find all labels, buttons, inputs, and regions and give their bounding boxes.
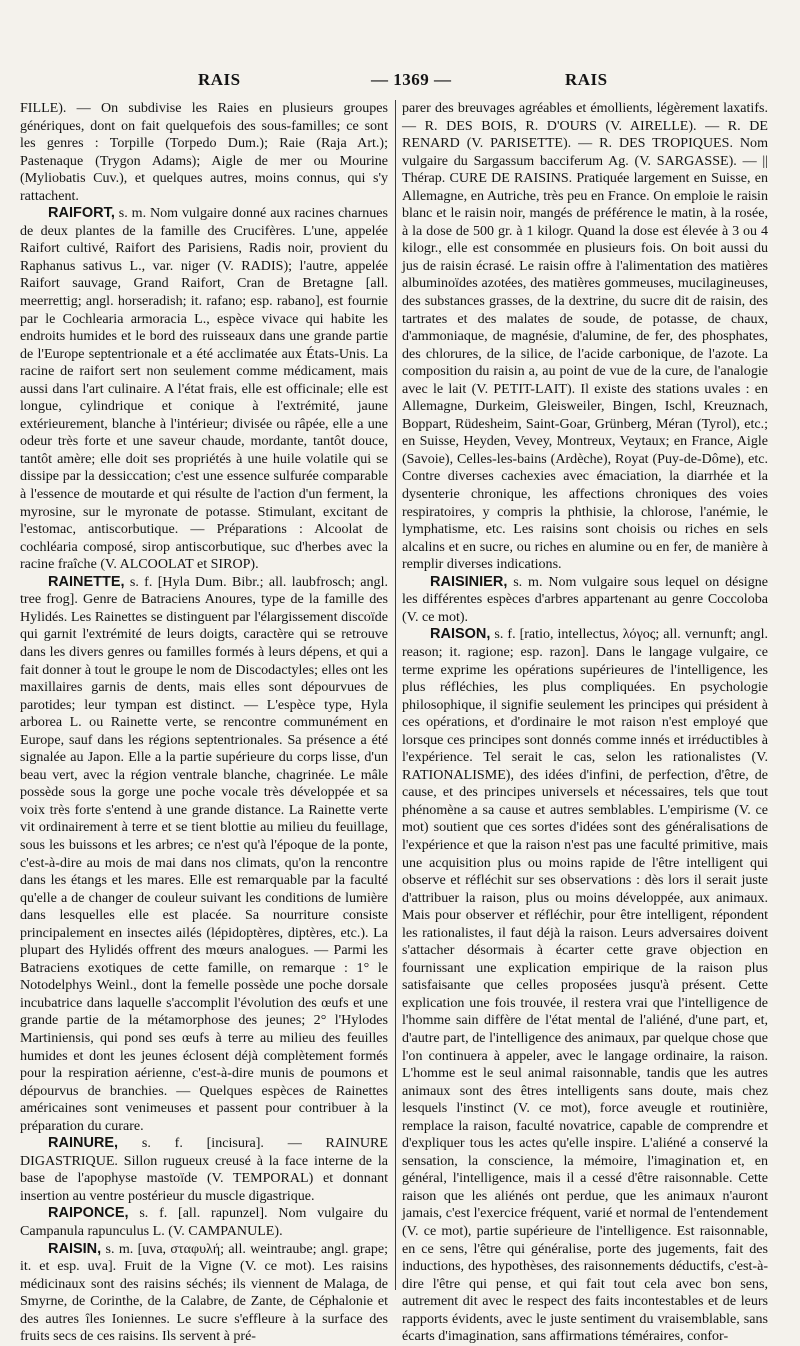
entry-text: s. m. Nom vulgaire donné aux racines charnues de deux plantes de la famille des Crucifères. L'une, appelée Raifort cultivé, Raifort des Parisiens, Radis noir, provient du Raphanus sativus L., var. niger (V. RADIS); l'autre, appelée Raifort sauvage, Grand Raifort, Cran de Bretagne [all. meerrettig; angl. horseradish; it. rafano; esp. rabano], est fournie par le Cochlearia armoracia L., espèce vivace qui habite les endroits humides et le bord des ruisseaux dans une grande partie de l'Europe septentrionale et a été acclimatée aux États-Unis. La racine de raifort sert non seulement comme médicament, mais aussi dans l'art culinaire. A l'état frais, elle est officinale; elle est longue, cylindrique et conique à l'extrémité, jaune extérieurement, blanche à l'intérieur; divisée ou râpée, elle a une odeur très forte et une saveur chaude, mordante, tantôt douce, tantôt amère; elle doit ses propriétés à une huile volatile qui se dissipe par la dessiccation; c'est une essence sulfurée comparable à l'essence de moutarde et qui résulte de l'action d'un ferment, la myrosine, sur le myronate de potasse. Stimulant, excitant de l'estomac, antiscorbutique. — Préparations : Alcoolat de cochléaria composé, sirop antiscorbutique, suc d'herbes avec la racine fraîche (V. ALCOOLAT et SIROP). bbox=[20, 205, 388, 573]
entry-text: s. f. [incisura]. — RAINURE DIGASTRIQUE. Sillon rugueux creusé à la face interne de la base de l'apophyse mastoïde (V. TEMPORAL) et donnant insertion au ventre postérieur du muscle digastrique. bbox=[20, 1135, 388, 1204]
entry-text: s. f. [Hyla Dum. Bibr.; all. laubfrosch; angl. tree frog]. Genre de Batraciens Anoures, type de la famille des Hylidés. Les Rainettes se distinguent par l'élargissement discoïde qui garnit l'extrémité de leurs doigts, caractère qui se retrouve dans les divers genres ou familles formés à leurs dépens, et qui a fait donner à tout le groupe le nom de Discodactyles; elles ont les maxillaires garnis de dents, mais elles sont dépourvues de parotides; leur tympan est distinct. — L'espèce type, Hyla arborea L. ou Rainette verte, se rencontre communément en Europe, sauf dans les régions septentrionales. Sa présence a été signalée au Japon. Elle a la partie supérieure du corps lisse, d'un beau vert, avec la région ventrale blanche, chagrinée. Le mâle possède sous la gorge une poche vocale très développée et sa voix très forte s'entend à une grande distance. La Rainette verte vit ordinairement à terre et se tient blottie au milieu du feuillage, sous les buissons et les arbres; ce n'est qu'à l'époque de la ponte, c'est-à-dire au mois de mai dans nos climats, qu'on la rencontre dans les étangs et les mares. Elle est remarquable par la faculté qu'elle a de changer de couleur suivant les conditions de lumière dans lesquelles elle est placée. Sa nourriture consiste principalement en insectes ailés (lépidoptères, diptères, etc.). La plupart des Hylidés offrent des mœurs analogues. — Parmi les Batraciens exotiques de cette famille, on remarque : 1° le Notodelphys Weinl., dont la femelle possède une poche dorsale incubatrice dans laquelle s'accomplit l'évolution des œufs et une grande partie de la métamorphose des jeunes; 2° l'Hylodes Martiniensis, qui pond ses œufs à terre au milieu des feuilles humides et dont les jeunes éclosent déjà complètement formés pour la respiration aérienne, c'est-à-dire munis de poumons et dépourvus de branchies. — Quelques espèces de Rainettes américaines sont venimeuses et passent pour contribuer à la préparation du curare. bbox=[20, 573, 388, 1134]
entry-text: s. f. [all. rapunzel]. Nom vulgaire du Campanula rapunculus L. (V. CAMPANULE). bbox=[20, 1205, 388, 1239]
continued-paragraph bbox=[402, 100, 768, 574]
headword: RAISINIER, bbox=[430, 573, 508, 590]
running-head bbox=[0, 70, 800, 94]
headword: RAIFORT, bbox=[48, 205, 115, 222]
paragraph-text: parer des breuvages agréables et émollients, légèrement laxatifs. — R. DES BOIS, R. D'OURS (V. AIRELLE). — R. DE RENARD (V. PARISETTE). — R. DES TROPIQUES. Nom vulgaire du Sargassum bacciferum Ag. (V. SARGASSE). — || Thérap. CURE DE RAISINS. Pratiquée largement en Suisse, en Allemagne, en Autriche, très peu en France. On emploie le raisin blanc et le raisin noir, mangés de préférence le matin, à la rosée, à la dose de 500 gr. à 1 kilogr. Quand la dose est élevée à 3 ou 4 kilogr., elle est consommée en plusieurs fois. On boit aussi du jus de raisin écrasé. Le raisin offre à l'alimentation des matières albuminoïdes azotées, des matières gommeuses, mucilagineuses, des substances grasses, de la dextrine, du sucre dit de raisin, des tartrates et des malates de soude, de potasse, de chaux, d'ammoniaque, de magnésie, d'alumine, de fer, des phosphates, des chlorures, de la silice, de l'acide carbonique, de l'azote. La composition du raisin a, au point de vue de la cure, de l'analogie avec le lait (V. PETIT-LAIT). Il existe des stations uvales : en Allemagne, Durkeim, Gleisweiler, Bingen, Ischl, Kreuznach, Boppart, Rüdesheim, Saint-Goar, Grünberg, Méran (Tyrol), etc.; en Suisse, Heyden, Vevey, Montreux, Veytaux; en France, Aigle (Savoie), Celles-les-bains (Ardèche), Royat (Puy-de-Dôme), etc. Contre diverses cachexies avec émaciation, la diarrhée et la dysenterie chronique, les affections chroniques des voies respiratoires, y compris la phthisie, la chlorose, l'anémie, le lymphatisme, etc. Les raisins sont choisis ou riches en sels alcalins et en sucre, ou riches en alumine ou en fer, de manière à remplir diverses indications. bbox=[402, 100, 768, 573]
entry-raisin bbox=[20, 1241, 388, 1346]
entry-text: s. m. [uva, σταφυλή; all. weintraube; angl. grape; it. et esp. uva]. Fruit de la Vigne (V. ce mot). Les raisins médicinaux sont des raisins séchés; ils viennent de Malaga, de Smyrne, de Corinthe, de la Calabre, de Zante, de Céphalonie et des autres îles Ioniennes. Le sucre s'effleure à la surface des fruits secs de ces raisins. Ils servent à pré- bbox=[20, 1240, 388, 1345]
headword: RAIPONCE, bbox=[48, 1205, 129, 1222]
headword: RAISON, bbox=[430, 626, 491, 643]
headword: RAINURE, bbox=[48, 1135, 119, 1152]
page-number: — 1369 — bbox=[371, 70, 452, 89]
entry-raiponce bbox=[20, 1205, 388, 1240]
right-column bbox=[402, 100, 768, 1345]
entry-rainure bbox=[20, 1135, 388, 1205]
running-head-right: RAIS bbox=[565, 70, 608, 89]
headword: RAISIN, bbox=[48, 1240, 102, 1257]
left-column bbox=[20, 100, 388, 1345]
entry-raifort bbox=[20, 205, 388, 573]
entry-text: s. m. Nom vulgaire sous lequel on désigne les différentes espèces d'arbres appartenant au genre Coccoloba (V. ce mot). bbox=[402, 573, 768, 625]
running-head-left: RAIS bbox=[198, 70, 241, 89]
headword: RAINETTE, bbox=[48, 573, 125, 590]
text-columns bbox=[20, 100, 776, 1345]
continued-paragraph bbox=[20, 100, 388, 205]
column-divider bbox=[395, 100, 396, 1290]
entry-raisinier bbox=[402, 574, 768, 627]
entry-rainette bbox=[20, 574, 388, 1136]
entry-raison bbox=[402, 626, 768, 1345]
paragraph-text: FILLE). — On subdivise les Raies en plusieurs groupes génériques, dont on fait quelquefois des sous-familles; ce sont les genres : Torpille (Torpedo Dum.); Raie (Raja Art.); Pastenaque (Trygon Adams); Aigle de mer ou Mourine (Myliobatis Cuv.), et quelques autres, moins connus, qui s'y rattachent. bbox=[20, 100, 388, 204]
entry-text: s. f. [ratio, intellectus, λόγος; all. vernunft; angl. reason; it. ragione; esp. razon]. Dans le langage vulgaire, ce terme exprime les opérations supérieures de l'intelligence, les plus réfléchies, les plus compliquées. En psychologie philosophique, il signifie seulement les principes qui président à ces opérations, et d'ordinaire le mot raison n'est employé que lorsque ces principes sont donnés comme innés et irréductibles à l'expérience. Tel serait le cas, selon les rationalistes (V. RATIONALISME), des idées d'infini, de perfection, d'être, de cause, et des principes universels et nécessaires, tels que tout phénomène a sa cause et autres semblables. L'empirisme (V. ce mot) soutient que ces sortes d'idées sont des généralisations de l'expérience et que la raison n'est pas une faculté primitive, mais une acquisition plus ou moins rapide de l'être intelligent qui observe et réfléchit sur ses observations : dès lors il serait juste d'attribuer la raison, plus ou moins développée, aux animaux. Mais pour observer et réfléchir, pour être intelligent, répondent les rationalistes, il faut déjà la raison. Leurs adversaires doivent s'attacher désormais à écarter cette grave objection en fournissant une explication empirique de la raison plus satisfaisante que celles proposées jusqu'à présent. Cette explication une fois trouvée, il restera vrai que l'intelligence de l'homme sain diffère de l'état mental de l'aliéné, d'une part, et, d'autre part, de l'intelligence des animaux, par quelque chose que l'on continuera à appeler, avec le langage ordinaire, la raison. L'homme est le seul animal raisonnable, tandis que les autres animaux sont des êtres intelligents sans doute, mais chez lesquels l'instinct (V. ce mot), force aveugle et routinière, remplace la raison, faculté novatrice, capable de comprendre et d'expliquer tous les actes qu'elle inspire. L'aliéné a conservé la sensation, la conscience, la mémoire, l'imagination et, en général, l'intelligence, mais il a cessé d'être raisonnable. Cette raison que les aliénés ont perdue, que les animaux n'auront jamais, c'est l'exercice fréquent, varié et normal de l'entendement (V. ce mot), partie supérieure de l'intelligence. Est raisonnable, en ce sens, l'être qui généralise, porte des jugements, fait des inductions, des hypothèses, des raisonnements déductifs, c'est-à-dire l'être qui pense, et qui fait tout cela avec bon sens, autrement dit avec le respect des faits incontestables et de leurs rapports évidents, avec le juste sentiment du vraisemblable, sans écarts d'imagination, sans affirmations téméraires, confor- bbox=[402, 626, 768, 1345]
